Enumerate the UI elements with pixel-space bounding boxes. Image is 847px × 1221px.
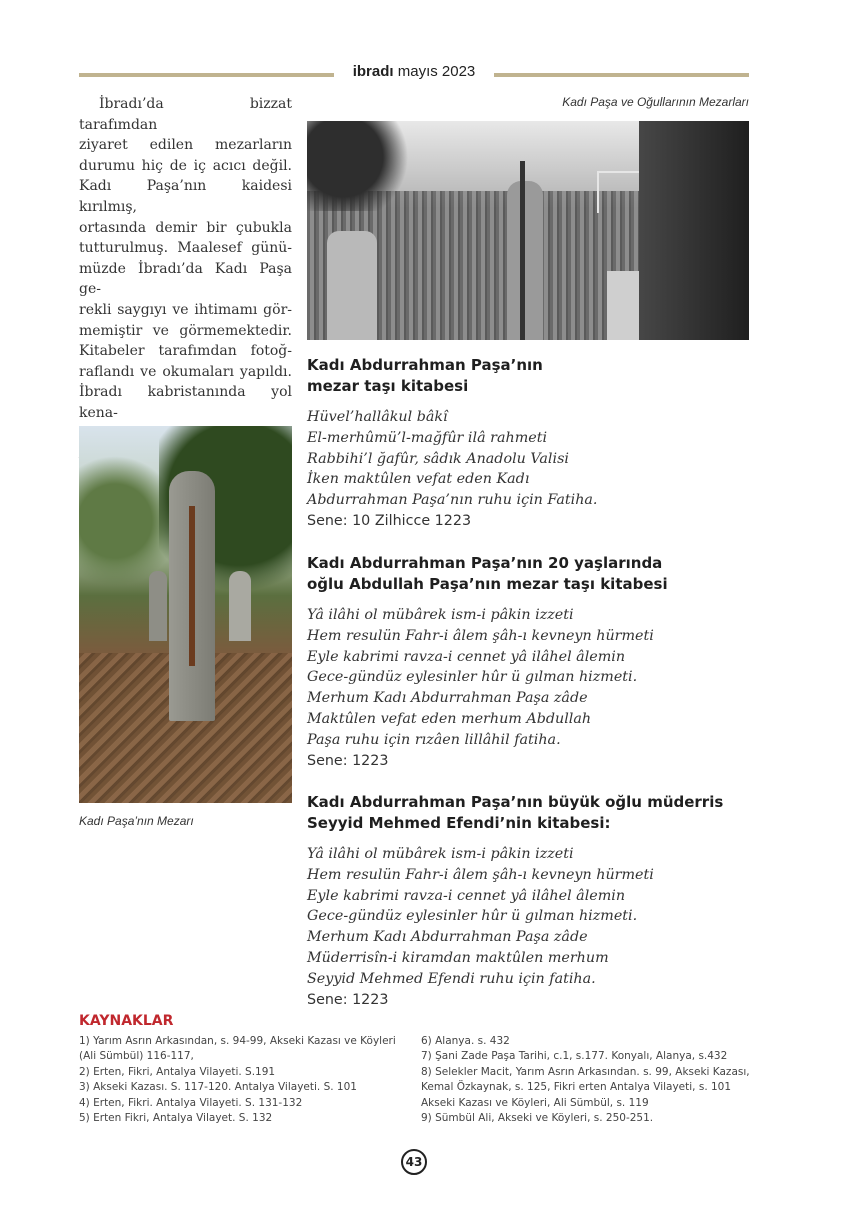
- magazine-name: ibradı: [352, 63, 394, 80]
- photo-gravestone: [149, 571, 167, 641]
- intro-line: memiştir ve görmemektedir.: [79, 322, 292, 339]
- references-left-column: [79, 1034, 409, 1126]
- verse-line: Seyyid Mehmed Efendi ruhu için fatiha.: [307, 970, 596, 987]
- left-photo-caption: Kadı Paşa’nın Mezarı: [79, 814, 194, 828]
- reference-item: 7) Şani Zade Paşa Tarihi, c.1, s.177. Konyalı, Alanya, s.432: [421, 1050, 728, 1063]
- issue-date: mayıs 2023: [397, 63, 476, 80]
- inscription-text: [307, 605, 749, 771]
- intro-line: raflandı ve okumaları yapıldı.: [79, 363, 292, 380]
- verse-line: Gece-gündüz eylesinler hûr ü gılman hizmeti.: [307, 669, 638, 686]
- verse-line: Yâ ilâhi ol mübârek ism-i pâkin izzeti: [307, 607, 574, 623]
- inscription-date: Sene: 1223: [307, 752, 389, 769]
- reference-item: 1) Yarım Asrın Arkasından, s. 94-99, Akseki Kazası ve Köyleri: [79, 1035, 396, 1047]
- verse-line: Müderrisîn-i kiramdan maktûlen merhum: [307, 949, 609, 966]
- inscription-section: [307, 355, 749, 532]
- inscription-text: [307, 844, 749, 1010]
- intro-line: İbradı kabristanında yol kena-: [79, 384, 292, 421]
- section-heading: Kadı Abdurrahman Paşa’nın büyük oğlu müderris: [307, 793, 724, 811]
- reference-item: 9) Sümbül Ali, Akseki ve Köyleri, s. 250-251.: [421, 1112, 654, 1125]
- inscription-date: Sene: 1223: [307, 991, 389, 1008]
- intro-line: müzde İbradı’da Kadı Paşa ge-: [79, 260, 292, 298]
- verse-line: Yâ ilâhi ol mübârek ism-i pâkin izzeti: [307, 846, 574, 862]
- references-right-column: [421, 1034, 751, 1126]
- verse-line: Hüvel’hallâkul bâkî: [307, 409, 448, 425]
- kadi-pasa-grave-photo: [79, 426, 292, 803]
- verse-line: Merhum Kadı Abdurrahman Paşa zâde: [307, 929, 588, 946]
- photo-iron-rod: [520, 161, 525, 340]
- reference-item: 2) Erten, Fikri, Antalya Vilayeti. S.191: [79, 1065, 276, 1078]
- reference-item: 6) Alanya. s. 432: [421, 1035, 510, 1047]
- section-heading: Kadı Abdurrahman Paşa’nın: [307, 356, 543, 374]
- photo-gravestone: [327, 231, 377, 340]
- verse-line: Rabbihi’l ğafûr, sâdık Anadolu Valisi: [307, 450, 569, 467]
- intro-line: durumu hiç de iç acıcı değil.: [79, 157, 292, 174]
- verse-line: Eyle kabrimi ravza-i cennet yâ ilâhel âlemin: [307, 648, 626, 665]
- reference-item: Akseki Kazası ve Köyleri, Ali Sümbül, s. 119: [421, 1096, 649, 1109]
- top-photo-caption: Kadı Paşa ve Oğullarının Mezarları: [562, 95, 749, 109]
- inscription-date: Sene: 10 Zilhicce 1223: [307, 512, 472, 529]
- reference-item: 8) Selekler Macit, Yarım Asrın Arkasından. s. 99, Akseki Kazası,: [421, 1065, 750, 1078]
- verse-line: Gece-gündüz eylesinler hûr ü gılman hizmeti.: [307, 908, 638, 925]
- verse-line: Merhum Kadı Abdurrahman Paşa zâde: [307, 690, 588, 707]
- verse-line: Hem resulün Fahr-i âlem şâh-ı kevneyn hürmeti: [307, 866, 654, 883]
- photo-gravestone: [229, 571, 251, 641]
- inscription-text: [307, 407, 749, 532]
- verse-line: İken maktûlen vefat eden Kadı: [307, 471, 530, 488]
- verse-line: Maktûlen vefat eden merhum Abdullah: [307, 710, 592, 727]
- photo-tree: [307, 121, 427, 211]
- intro-line: ortasında demir bir çubukla: [79, 219, 292, 236]
- verse-line: El-merhûmü’l-mağfûr ilâ rahmeti: [307, 429, 548, 446]
- header-rule-right: [494, 73, 749, 77]
- photo-iron-rod: [189, 506, 195, 666]
- intro-line: Kitabeler tarafımdan fotoğ-: [79, 343, 292, 360]
- intro-line: ziyaret edilen mezarların: [79, 137, 292, 154]
- verse-line: Eyle kabrimi ravza-i cennet yâ ilâhel âlemin: [307, 887, 626, 904]
- section-heading: oğlu Abdullah Paşa’nın mezar taşı kitabesi: [307, 575, 668, 593]
- photo-gravestone: [507, 181, 543, 340]
- photo-tree: [639, 121, 749, 340]
- intro-line: rekli saygıyı ve ihtimamı gör-: [79, 301, 292, 318]
- header-rule-left: [79, 73, 334, 77]
- intro-line: tutturulmuş. Maalesef günü-: [79, 240, 292, 257]
- page-number: 43: [401, 1149, 427, 1175]
- reference-item: Kemal Özkaynak, s. 125, Fikri erten Antalya Vilayeti, s. 101: [421, 1081, 732, 1094]
- inscription-section: [307, 553, 749, 771]
- reference-item: 5) Erten Fikri, Antalya Vilayet. S. 132: [79, 1112, 273, 1125]
- reference-item: (Ali Sümbül) 116-117,: [79, 1050, 194, 1063]
- verse-line: Abdurrahman Paşa’nın ruhu için Fatiha.: [307, 492, 598, 509]
- section-heading: mezar taşı kitabesi: [307, 377, 469, 395]
- section-heading: Kadı Abdurrahman Paşa’nın 20 yaşlarında: [307, 554, 663, 572]
- verse-line: Paşa ruhu için rızâen lillâhil fatiha.: [307, 731, 561, 748]
- intro-line: İbradı’da bizzat tarafımdan: [79, 96, 292, 133]
- reference-item: 3) Akseki Kazası. S. 117-120. Antalya Vilayeti. S. 101: [79, 1081, 357, 1094]
- section-heading: Seyyid Mehmed Efendi’nin kitabesi:: [307, 814, 611, 832]
- references-title: KAYNAKLAR: [79, 1013, 174, 1029]
- intro-line: Kadı Paşa’nın kaidesi kırılmış,: [79, 178, 292, 215]
- graves-photo: [307, 121, 749, 340]
- header-title: [337, 63, 491, 80]
- verse-line: Hem resulün Fahr-i âlem şâh-ı kevneyn hürmeti: [307, 627, 654, 644]
- inscription-section: [307, 792, 749, 1010]
- reference-item: 4) Erten, Fikri. Antalya Vilayeti. S. 131-132: [79, 1096, 303, 1109]
- page-header: [79, 63, 749, 85]
